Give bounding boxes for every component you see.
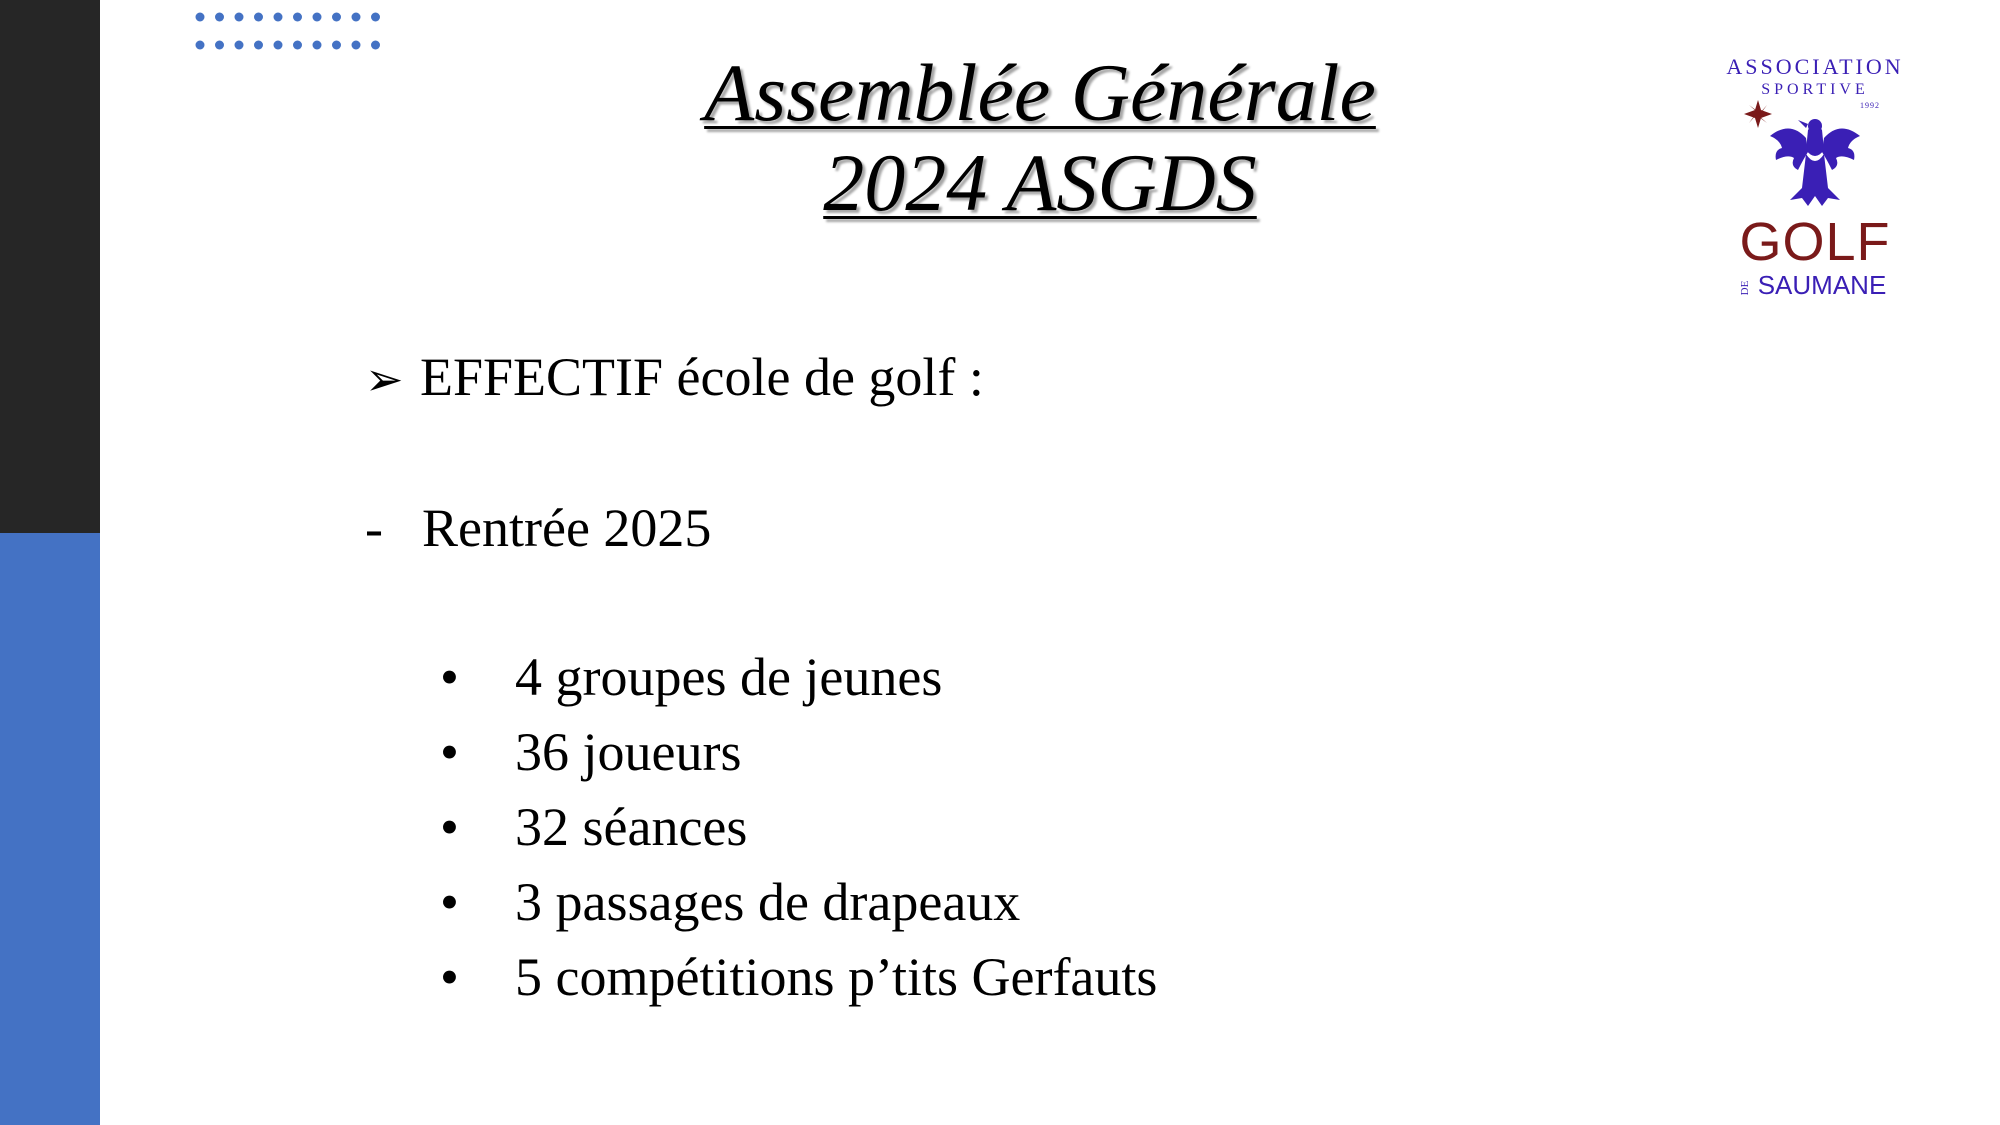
bullet-dot-icon: • <box>440 797 459 857</box>
logo-sportive-text: SPORTIVE <box>1761 81 1869 98</box>
list-item-text: 5 compétitions p’tits Gerfauts <box>515 947 1158 1007</box>
subsection-heading-text: Rentrée 2025 <box>422 498 712 558</box>
list-item-text: 36 joueurs <box>515 722 742 782</box>
list-item <box>440 795 1157 870</box>
list-item <box>440 870 1157 945</box>
title-line-2: 2024 ASGDS <box>823 137 1257 228</box>
logo-association-text: ASSOCIATION <box>1726 54 1904 79</box>
decorative-dot <box>293 13 302 22</box>
sidebar-blue-block <box>0 533 100 1125</box>
decorative-dot <box>313 13 322 22</box>
list-item <box>440 645 1157 720</box>
logo-star-icon <box>1744 100 1772 128</box>
list-item-text: 3 passages de drapeaux <box>515 872 1021 932</box>
decorative-dot <box>352 13 361 22</box>
logo-golf-text: GOLF <box>1739 212 1891 272</box>
list-item <box>440 945 1157 1020</box>
decorative-dot <box>196 13 205 22</box>
logo-de-text: DE <box>1739 280 1751 296</box>
subsection-heading <box>365 496 711 560</box>
decorative-dot <box>332 13 341 22</box>
golf-saumane-logo <box>1690 50 1940 310</box>
bullet-list <box>440 645 1157 1020</box>
bullet-dot-icon: • <box>440 872 459 932</box>
dash-bullet: - <box>365 498 383 558</box>
section-heading-text: EFFECTIF école de golf : <box>420 347 984 407</box>
logo-saumane-text: SAUMANE <box>1757 270 1887 300</box>
list-item-text: 32 séances <box>515 797 748 857</box>
decorative-dot <box>274 13 283 22</box>
list-item <box>440 720 1157 795</box>
decorative-dot <box>235 13 244 22</box>
arrow-bullet-icon: ➢ <box>365 354 404 405</box>
bullet-dot-icon: • <box>440 722 459 782</box>
bullet-dot-icon: • <box>440 647 459 707</box>
bullet-dot-icon: • <box>440 947 459 1007</box>
decorative-dot <box>215 13 224 22</box>
section-heading <box>365 345 984 412</box>
title-line-1: Assemblée Générale <box>704 47 1376 138</box>
decorative-dot <box>371 13 380 22</box>
decorative-dot <box>254 13 263 22</box>
list-item-text: 4 groupes de jeunes <box>515 647 943 707</box>
logo-eagle-icon <box>1770 119 1860 206</box>
logo-year-text: 1992 <box>1860 101 1880 110</box>
